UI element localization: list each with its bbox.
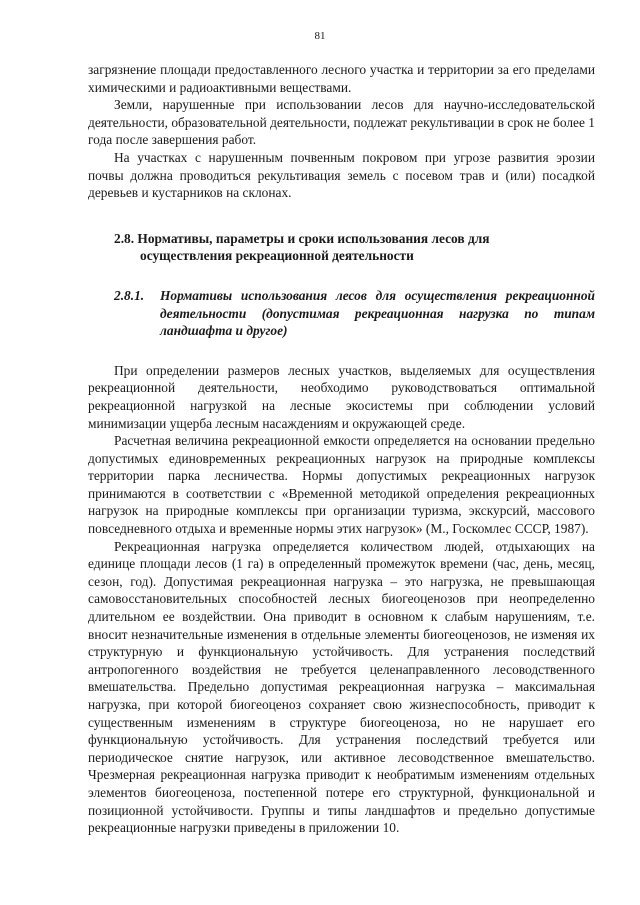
paragraph-capacity: Расчетная величина рекреационной емкости определяется на основании предельно допустимых единовременных рекреационных нагрузок на природные комплексы территории парка лесничества. Нормы допустимых рекреационных нагрузок принимаются в соответствии с «Временной методикой определения рекреационных нагрузок на природные комплексы при организации туризма, экскурсий, массового повседневного отдыха и временные нормы этих нагрузок» (М., Госкомлес СССР, 1987).	[88, 433, 595, 537]
page-number: 81	[314, 30, 326, 42]
section-heading-line2: осуществления рекреационной деятельности	[140, 248, 414, 264]
document-body	[88, 61, 595, 837]
paragraph-recreational-load: Рекреационная нагрузка определяется количеством людей, отдыхающих на единице площади лесов (1 га) в определенный промежуток времени (час, день, месяц, сезон, год). Допустимая рекреационная нагрузка – это нагрузка, не превышающая самовосстановительных способностей лесных биогеоценозов при неопределенно длительном ее воздействии. Она приводит в основном к слабым нарушениям, т.е. вносит незначительные изменения в отдельные элементы биогеоценозов, не изменяя их структурную и функциональную устойчивость. Для устранения последствий антропогенного воздействия не требуется целенаправленного лесоводственного вмешательства. Предельно допустимая рекреационная нагрузка – максимальная нагрузка, при которой биогеоценоз сохраняет свою жизнеспособность, приводит к существенным изменениям в структуре биогеоценоза, но не нарушает его функциональную устойчивость. Для устранения последствий требуется или периодическое снятие нагрузок, или активное лесоводственное вмешательство. Чрезмерная рекреационная нагрузка приводит к необратимым изменениям отдельных элементов биогеоценоза, постепенной потере его структурной, функциональной и позиционной устойчивости. Группы и типы ландшафтов и предельно допустимые рекреационные нагрузки приведены в приложении 10.	[88, 538, 595, 836]
section-heading-line1: 2.8. Нормативы, параметры и сроки использования лесов для	[114, 230, 490, 246]
paragraph-plot-size: При определении размеров лесных участков, выделяемых для осуществления рекреационной деятельности, необходимо руководствоваться оптимальной рекреационной нагрузкой на лесные экосистемы при соблюдении условий минимизации ущерба лесным насаждениям и окружающей среде.	[88, 362, 595, 431]
paragraph-erosion: На участках с нарушенным почвенным покровом при угрозе развития эрозии почвы должна проводиться рекультивация земель с посевом трав и (или) посадкой деревьев и кустарников на склонах.	[88, 149, 595, 201]
spacer	[88, 202, 595, 230]
subsection-title: Нормативы использования лесов для осуществления рекреационной деятельности (допустимая рекреационная нагрузка по типам ландшафта и другое)	[160, 287, 595, 339]
subsection-number: 2.8.1.	[114, 287, 145, 303]
paragraph-land-reclamation: Земли, нарушенные при использовании лесов для научно-исследовательской деятельности, образовательной деятельности, подлежат рекультивации в срок не более 1 года после завершения работ.	[88, 97, 595, 148]
section-heading	[88, 230, 595, 265]
spacer	[88, 340, 595, 362]
paragraph-continuation: загрязнение площади предоставленного лесного участка и территории за его пределами химическими и радиоактивными веществами.	[88, 62, 595, 95]
spacer	[88, 265, 595, 287]
subsection-heading	[88, 287, 595, 340]
